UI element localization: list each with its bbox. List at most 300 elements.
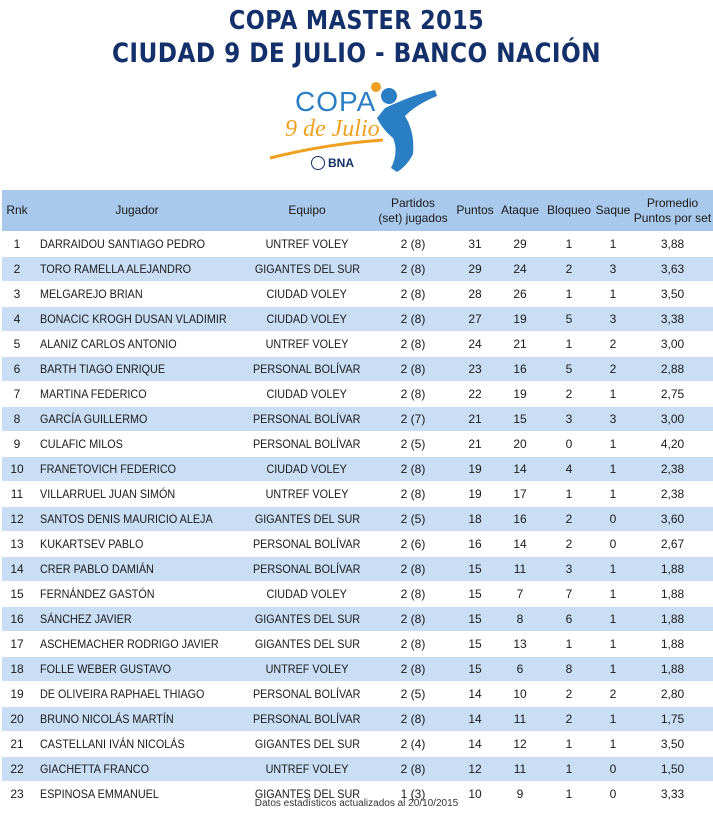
equipo-cell-text: UNTREF VOLEY	[265, 487, 349, 501]
saque-cell	[594, 657, 632, 682]
promedio-cell-text: 3,50	[660, 737, 685, 751]
partidos-cell-text: 2 (8)	[400, 712, 426, 726]
equipo-cell	[242, 382, 372, 407]
ataque-cell	[496, 632, 544, 657]
header-promedio-line1: Promedio	[646, 195, 699, 210]
saque-cell	[594, 457, 632, 482]
saque-cell-text: 2	[609, 687, 617, 701]
equipo-cell-text: PERSONAL BOLÍVAR	[253, 712, 361, 726]
puntos-cell-text: 27	[468, 312, 482, 326]
bloqueo-cell	[544, 532, 594, 557]
partidos-cell-text: 2 (8)	[400, 637, 426, 651]
rnk-cell-text: 13	[10, 537, 24, 551]
promedio-cell-text: 1,50	[660, 762, 685, 776]
saque-cell-text: 3	[609, 412, 617, 426]
table-row	[2, 682, 713, 707]
partidos-cell	[372, 507, 454, 532]
rnk-cell	[2, 582, 32, 607]
bloqueo-cell	[544, 582, 594, 607]
saque-cell	[594, 257, 632, 282]
rnk-cell	[2, 757, 32, 782]
saque-cell	[594, 732, 632, 757]
partidos-cell-text: 2 (8)	[400, 287, 426, 301]
jugador-cell	[32, 607, 242, 632]
header-partidos-line2: (set) jugados	[378, 210, 448, 225]
ataque-cell	[496, 357, 544, 382]
equipo-cell-text: UNTREF VOLEY	[265, 237, 349, 251]
jugador-cell-text: GIACHETTA FRANCO	[40, 762, 150, 776]
bloqueo-cell	[544, 557, 594, 582]
partidos-cell	[372, 657, 454, 682]
promedio-cell-text: 3,88	[660, 237, 685, 251]
equipo-cell-text: UNTREF VOLEY	[265, 662, 349, 676]
partidos-cell	[372, 407, 454, 432]
ataque-cell	[496, 332, 544, 357]
equipo-cell	[242, 357, 372, 382]
rnk-cell-text: 5	[13, 337, 21, 351]
promedio-cell	[632, 357, 713, 382]
jugador-cell	[32, 407, 242, 432]
equipo-cell-text: PERSONAL BOLÍVAR	[253, 562, 361, 576]
jugador-cell	[32, 682, 242, 707]
partidos-cell-text: 2 (8)	[400, 237, 426, 251]
jugador-cell-text: CASTELLANI IVÁN NICOLÁS	[40, 737, 185, 751]
saque-cell-text: 0	[609, 762, 617, 776]
header-rnk: Rnk	[2, 190, 32, 232]
bloqueo-cell-text: 2	[565, 512, 573, 526]
jugador-cell-text: SANTOS DENIS MAURICIO ALEJA	[40, 512, 213, 526]
partidos-cell-text: 2 (5)	[400, 437, 426, 451]
jugador-cell	[32, 332, 242, 357]
promedio-cell-text: 3,50	[660, 287, 685, 301]
equipo-cell-text: PERSONAL BOLÍVAR	[253, 687, 361, 701]
bloqueo-cell	[544, 307, 594, 332]
equipo-cell-text: PERSONAL BOLÍVAR	[253, 362, 361, 376]
jugador-cell-text: GARCÍA GUILLERMO	[40, 412, 148, 426]
partidos-cell	[372, 582, 454, 607]
bloqueo-cell	[544, 707, 594, 732]
promedio-cell	[632, 757, 713, 782]
bloqueo-cell-text: 7	[565, 587, 573, 601]
partidos-cell-text: 2 (8)	[400, 487, 426, 501]
bloqueo-cell-text: 5	[565, 312, 573, 326]
rnk-cell	[2, 232, 32, 257]
table-row	[2, 407, 713, 432]
promedio-cell	[632, 407, 713, 432]
saque-cell-text: 1	[609, 662, 617, 676]
saque-cell-text: 1	[609, 237, 617, 251]
table-row	[2, 332, 713, 357]
equipo-cell-text: CIUDAD VOLEY	[266, 462, 348, 476]
ataque-cell-text: 24	[513, 262, 527, 276]
bloqueo-cell	[544, 332, 594, 357]
jugador-cell-text: ESPINOSA EMMANUEL	[40, 787, 159, 801]
equipo-cell-text: GIGANTES DEL SUR	[254, 262, 360, 276]
promedio-cell	[632, 557, 713, 582]
bloqueo-cell-text: 2	[565, 387, 573, 401]
table-row	[2, 232, 713, 257]
promedio-cell	[632, 332, 713, 357]
puntos-cell	[454, 732, 496, 757]
saque-cell-text: 1	[609, 637, 617, 651]
bloqueo-cell-text: 1	[565, 762, 573, 776]
partidos-cell-text: 2 (5)	[400, 512, 426, 526]
bloqueo-cell	[544, 232, 594, 257]
saque-cell-text: 1	[609, 487, 617, 501]
puntos-cell	[454, 582, 496, 607]
promedio-cell	[632, 582, 713, 607]
equipo-cell	[242, 407, 372, 432]
rnk-cell-text: 19	[10, 687, 24, 701]
partidos-cell-text: 2 (8)	[400, 587, 426, 601]
bloqueo-cell	[544, 632, 594, 657]
bna-label: BNA	[328, 156, 354, 170]
rnk-cell	[2, 707, 32, 732]
jugador-cell	[32, 632, 242, 657]
promedio-cell-text: 2,38	[660, 487, 685, 501]
puntos-cell	[454, 332, 496, 357]
saque-cell	[594, 607, 632, 632]
puntos-cell	[454, 282, 496, 307]
ataque-cell-text: 20	[513, 437, 527, 451]
header-promedio	[632, 190, 713, 232]
bloqueo-cell	[544, 282, 594, 307]
table-row	[2, 432, 713, 457]
promedio-cell-text: 1,88	[660, 662, 685, 676]
partidos-cell-text: 2 (8)	[400, 562, 426, 576]
partidos-cell	[372, 282, 454, 307]
puntos-cell	[454, 507, 496, 532]
ataque-cell	[496, 682, 544, 707]
saque-cell-text: 1	[609, 287, 617, 301]
puntos-cell	[454, 307, 496, 332]
promedio-cell-text: 1,88	[660, 587, 685, 601]
promedio-cell-text: 2,75	[660, 387, 685, 401]
jugador-cell	[32, 657, 242, 682]
promedio-cell-text: 1,75	[660, 712, 685, 726]
equipo-cell	[242, 632, 372, 657]
partidos-cell	[372, 732, 454, 757]
equipo-cell	[242, 482, 372, 507]
jugador-cell-text: CULAFIC MILOS	[40, 437, 123, 451]
table-body	[2, 232, 713, 807]
equipo-cell-text: CIUDAD VOLEY	[266, 387, 348, 401]
saque-cell-text: 2	[609, 337, 617, 351]
table-row	[2, 307, 713, 332]
saque-cell-text: 2	[609, 362, 617, 376]
jugador-cell-text: FRANETOVICH FEDERICO	[40, 462, 177, 476]
puntos-cell	[454, 457, 496, 482]
bloqueo-cell-text: 2	[565, 712, 573, 726]
jugador-cell	[32, 307, 242, 332]
equipo-cell	[242, 557, 372, 582]
jugador-cell	[32, 432, 242, 457]
bloqueo-cell	[544, 757, 594, 782]
puntos-cell	[454, 557, 496, 582]
puntos-cell-text: 15	[468, 662, 482, 676]
promedio-cell-text: 3,00	[660, 412, 685, 426]
saque-cell-text: 1	[609, 462, 617, 476]
rnk-cell-text: 17	[10, 637, 24, 651]
header-equipo: Equipo	[242, 190, 372, 232]
rnk-cell	[2, 307, 32, 332]
partidos-cell-text: 2 (7)	[400, 412, 426, 426]
page-subtitle: CIUDAD 9 DE JULIO - BANCO NACIÓN	[111, 38, 602, 69]
rnk-cell-text: 9	[13, 437, 21, 451]
ataque-cell-text: 19	[513, 387, 527, 401]
puntos-cell-text: 29	[468, 262, 482, 276]
table-row	[2, 532, 713, 557]
saque-cell	[594, 307, 632, 332]
ataque-cell-text: 11	[513, 712, 527, 726]
promedio-cell	[632, 632, 713, 657]
rnk-cell	[2, 682, 32, 707]
equipo-cell	[242, 532, 372, 557]
equipo-cell	[242, 257, 372, 282]
saque-cell-text: 0	[609, 537, 617, 551]
bloqueo-cell-text: 1	[565, 237, 573, 251]
partidos-cell-text: 2 (8)	[400, 462, 426, 476]
bloqueo-cell-text: 1	[565, 287, 573, 301]
bloqueo-cell	[544, 407, 594, 432]
puntos-cell	[454, 357, 496, 382]
table-row	[2, 657, 713, 682]
table-header-row	[2, 190, 713, 232]
promedio-cell	[632, 307, 713, 332]
rnk-cell	[2, 282, 32, 307]
saque-cell-text: 1	[609, 712, 617, 726]
table-row	[2, 557, 713, 582]
rnk-cell-text: 12	[10, 512, 24, 526]
puntos-cell	[454, 432, 496, 457]
rnk-cell-text: 7	[13, 387, 21, 401]
jugador-cell	[32, 707, 242, 732]
bloqueo-cell-text: 5	[565, 362, 573, 376]
bloqueo-cell-text: 1	[565, 737, 573, 751]
partidos-cell-text: 2 (8)	[400, 337, 426, 351]
header-saque: Saque	[594, 190, 632, 232]
jugador-cell	[32, 357, 242, 382]
rnk-cell-text: 15	[10, 587, 24, 601]
promedio-cell-text: 3,38	[660, 312, 685, 326]
ataque-cell-text: 19	[513, 312, 527, 326]
saque-cell-text: 3	[609, 312, 617, 326]
bloqueo-cell-text: 8	[565, 662, 573, 676]
partidos-cell	[372, 557, 454, 582]
ataque-cell	[496, 557, 544, 582]
ataque-cell-text: 14	[513, 537, 527, 551]
table-row	[2, 757, 713, 782]
copa-9-de-julio-logo	[265, 82, 445, 182]
saque-cell	[594, 332, 632, 357]
jugador-cell-text: BONACIC KROGH DUSAN VLADIMIR	[40, 312, 227, 326]
ataque-cell	[496, 457, 544, 482]
puntos-cell-text: 19	[468, 487, 482, 501]
equipo-cell-text: GIGANTES DEL SUR	[254, 637, 360, 651]
ataque-cell-text: 11	[513, 762, 527, 776]
puntos-cell	[454, 707, 496, 732]
puntos-cell	[454, 407, 496, 432]
ataque-cell-text: 7	[516, 587, 524, 601]
saque-cell	[594, 232, 632, 257]
ataque-cell-text: 29	[513, 237, 527, 251]
bloqueo-cell	[544, 357, 594, 382]
equipo-cell	[242, 332, 372, 357]
equipo-cell	[242, 582, 372, 607]
ataque-cell-text: 9	[516, 787, 524, 801]
partidos-cell-text: 2 (8)	[400, 312, 426, 326]
puntos-cell	[454, 382, 496, 407]
promedio-cell-text: 1,88	[660, 562, 685, 576]
puntos-cell	[454, 682, 496, 707]
bloqueo-cell	[544, 607, 594, 632]
ataque-cell	[496, 282, 544, 307]
equipo-cell	[242, 507, 372, 532]
rnk-cell-text: 21	[10, 737, 24, 751]
equipo-cell	[242, 707, 372, 732]
puntos-cell-text: 19	[468, 462, 482, 476]
header-jugador: Jugador	[32, 190, 242, 232]
rnk-cell-text: 14	[10, 562, 24, 576]
puntos-cell-text: 15	[468, 612, 482, 626]
partidos-cell	[372, 457, 454, 482]
table-row	[2, 632, 713, 657]
promedio-cell	[632, 232, 713, 257]
partidos-cell	[372, 382, 454, 407]
promedio-cell	[632, 457, 713, 482]
saque-cell	[594, 382, 632, 407]
bank-building-icon	[311, 156, 325, 170]
equipo-cell-text: PERSONAL BOLÍVAR	[253, 537, 361, 551]
bna-sponsor	[311, 156, 354, 170]
table-row	[2, 482, 713, 507]
ataque-cell	[496, 532, 544, 557]
promedio-cell	[632, 432, 713, 457]
jugador-cell-text: BRUNO NICOLÁS MARTÍN	[40, 712, 174, 726]
rnk-cell-text: 10	[10, 462, 24, 476]
rnk-cell-text: 4	[13, 312, 21, 326]
table-row	[2, 732, 713, 757]
partidos-cell-text: 2 (8)	[400, 662, 426, 676]
jugador-cell-text: CRER PABLO DAMIÁN	[40, 562, 154, 576]
player-stats-table	[2, 190, 713, 806]
jugador-cell	[32, 457, 242, 482]
partidos-cell	[372, 332, 454, 357]
bloqueo-cell	[544, 257, 594, 282]
puntos-cell-text: 24	[468, 337, 482, 351]
bloqueo-cell	[544, 432, 594, 457]
bloqueo-cell	[544, 482, 594, 507]
equipo-cell-text: GIGANTES DEL SUR	[254, 737, 360, 751]
bloqueo-cell-text: 2	[565, 262, 573, 276]
rnk-cell	[2, 732, 32, 757]
promedio-cell-text: 4,20	[660, 437, 685, 451]
page-title: COPA MASTER 2015	[228, 6, 485, 36]
puntos-cell-text: 28	[468, 287, 482, 301]
equipo-cell-text: UNTREF VOLEY	[265, 337, 349, 351]
equipo-cell	[242, 457, 372, 482]
puntos-cell-text: 12	[468, 762, 482, 776]
puntos-cell	[454, 632, 496, 657]
ataque-cell	[496, 382, 544, 407]
rnk-cell	[2, 382, 32, 407]
rnk-cell-text: 16	[10, 612, 24, 626]
ataque-cell-text: 16	[513, 362, 527, 376]
ataque-cell-text: 26	[513, 287, 527, 301]
puntos-cell-text: 14	[468, 737, 482, 751]
logo-word-9-de-julio: 9 de Julio	[285, 116, 380, 142]
puntos-cell-text: 21	[468, 412, 482, 426]
puntos-cell	[454, 657, 496, 682]
promedio-cell-text: 3,63	[660, 262, 685, 276]
saque-cell	[594, 407, 632, 432]
saque-cell	[594, 532, 632, 557]
rnk-cell	[2, 332, 32, 357]
rnk-cell-text: 18	[10, 662, 24, 676]
promedio-cell-text: 2,38	[660, 462, 685, 476]
ataque-cell-text: 15	[513, 412, 527, 426]
promedio-cell	[632, 482, 713, 507]
ataque-cell	[496, 607, 544, 632]
jugador-cell-text: ASCHEMACHER RODRIGO JAVIER	[40, 637, 219, 651]
promedio-cell	[632, 507, 713, 532]
puntos-cell	[454, 607, 496, 632]
ataque-cell-text: 12	[513, 737, 527, 751]
bloqueo-cell-text: 2	[565, 687, 573, 701]
promedio-cell-text: 2,67	[660, 537, 685, 551]
promedio-cell-text: 2,80	[660, 687, 685, 701]
jugador-cell-text: DARRAIDOU SANTIAGO PEDRO	[40, 237, 206, 251]
puntos-cell-text: 31	[468, 237, 482, 251]
ataque-cell-text: 11	[513, 562, 527, 576]
promedio-cell	[632, 282, 713, 307]
header-partidos	[372, 190, 454, 232]
rnk-cell	[2, 482, 32, 507]
ataque-cell	[496, 307, 544, 332]
partidos-cell	[372, 307, 454, 332]
promedio-cell-text: 3,60	[660, 512, 685, 526]
bloqueo-cell-text: 6	[565, 612, 573, 626]
partidos-cell	[372, 707, 454, 732]
table-row	[2, 607, 713, 632]
jugador-cell-text: TORO RAMELLA ALEJANDRO	[40, 262, 192, 276]
puntos-cell-text: 15	[468, 587, 482, 601]
jugador-cell-text: MELGAREJO BRIAN	[40, 287, 143, 301]
promedio-cell	[632, 532, 713, 557]
ataque-cell	[496, 657, 544, 682]
footer-note: Datos estadísticos actualizados al 20/10/2015	[254, 798, 459, 809]
saque-cell	[594, 707, 632, 732]
saque-cell	[594, 632, 632, 657]
ataque-cell-text: 17	[513, 487, 527, 501]
jugador-cell	[32, 482, 242, 507]
jugador-cell-text: VILLARRUEL JUAN SIMÓN	[40, 487, 176, 501]
promedio-cell	[632, 732, 713, 757]
table-row	[2, 582, 713, 607]
saque-cell	[594, 357, 632, 382]
ataque-cell	[496, 582, 544, 607]
ataque-cell-text: 6	[516, 662, 524, 676]
ataque-cell-text: 8	[516, 612, 524, 626]
jugador-cell	[32, 382, 242, 407]
logo-word-copa: COPA	[295, 86, 377, 117]
saque-cell	[594, 282, 632, 307]
partidos-cell	[372, 357, 454, 382]
jugador-cell	[32, 507, 242, 532]
puntos-cell	[454, 532, 496, 557]
bloqueo-cell-text: 0	[565, 437, 573, 451]
equipo-cell	[242, 682, 372, 707]
